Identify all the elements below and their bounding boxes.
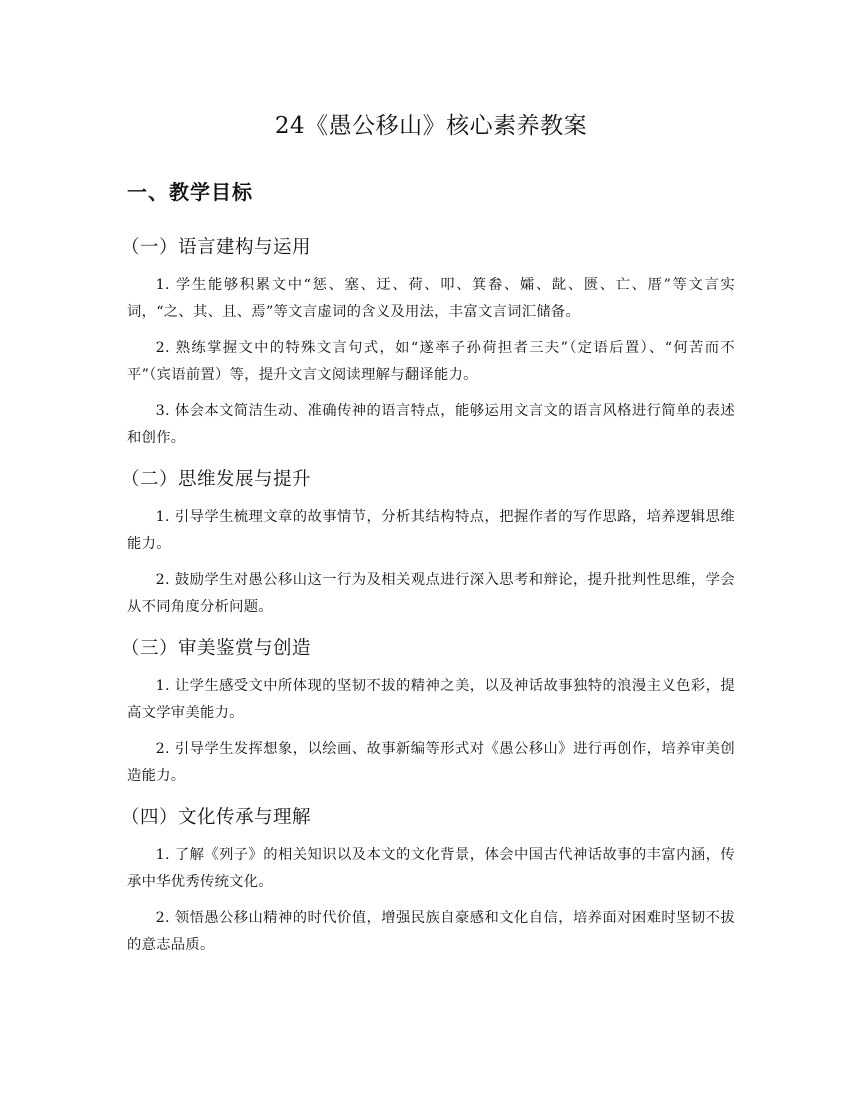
paragraph: 1. 引导学生梳理文章的故事情节，分析其结构特点，把握作者的写作思路，培养逻辑思维能力。 <box>127 509 735 552</box>
subsection-heading: （三）审美鉴赏与创造 <box>121 638 312 659</box>
subsection-heading: （四）文化传承与理解 <box>121 807 312 828</box>
subsection-thinking <box>121 466 735 621</box>
document-page <box>121 108 735 973</box>
subsection-heading: （一）语言建构与运用 <box>121 237 312 258</box>
subsection-culture <box>121 804 735 959</box>
subsection-aesthetics <box>121 635 735 790</box>
paragraph: 2. 引导学生发挥想象，以绘画、故事新编等形式对《愚公移山》进行再创作，培养审美创造能力。 <box>127 741 735 784</box>
section-heading-teaching-goals: 一、教学目标 <box>127 180 253 204</box>
paragraph: 1. 了解《列子》的相关知识以及本文的文化背景，体会中国古代神话故事的丰富内涵，传承中华优秀传统文化。 <box>127 847 735 890</box>
paragraph: 2. 熟练掌握文中的特殊文言句式，如“遂率子孙荷担者三夫”（定语后置）、“何苦而不平”（宾语前置）等，提升文言文阅读理解与翻译能力。 <box>127 340 735 383</box>
paragraph: 3. 体会本文简洁生动、准确传神的语言特点，能够运用文言文的语言风格进行简单的表述和创作。 <box>127 403 735 446</box>
paragraph: 2. 鼓励学生对愚公移山这一行为及相关观点进行深入思考和辩论，提升批判性思维，学会从不同角度分析问题。 <box>127 572 735 615</box>
subsection-heading: （二）思维发展与提升 <box>121 469 312 490</box>
subsection-language <box>121 234 735 452</box>
paragraph: 1. 学生能够积累文中“惩、塞、迂、荷、叩、箕畚、孀、龀、匮、亡、厝”等文言实词，“之、其、且、焉”等文言虚词的含义及用法，丰富文言词汇储备。 <box>127 277 735 320</box>
paragraph: 1. 让学生感受文中所体现的坚韧不拔的精神之美，以及神话故事独特的浪漫主义色彩，提高文学审美能力。 <box>127 678 735 721</box>
document-title: 24《愚公移山》核心素养教案 <box>274 113 588 139</box>
paragraph: 2. 领悟愚公移山精神的时代价值，增强民族自豪感和文化自信，培养面对困难时坚韧不拔的意志品质。 <box>127 910 735 953</box>
